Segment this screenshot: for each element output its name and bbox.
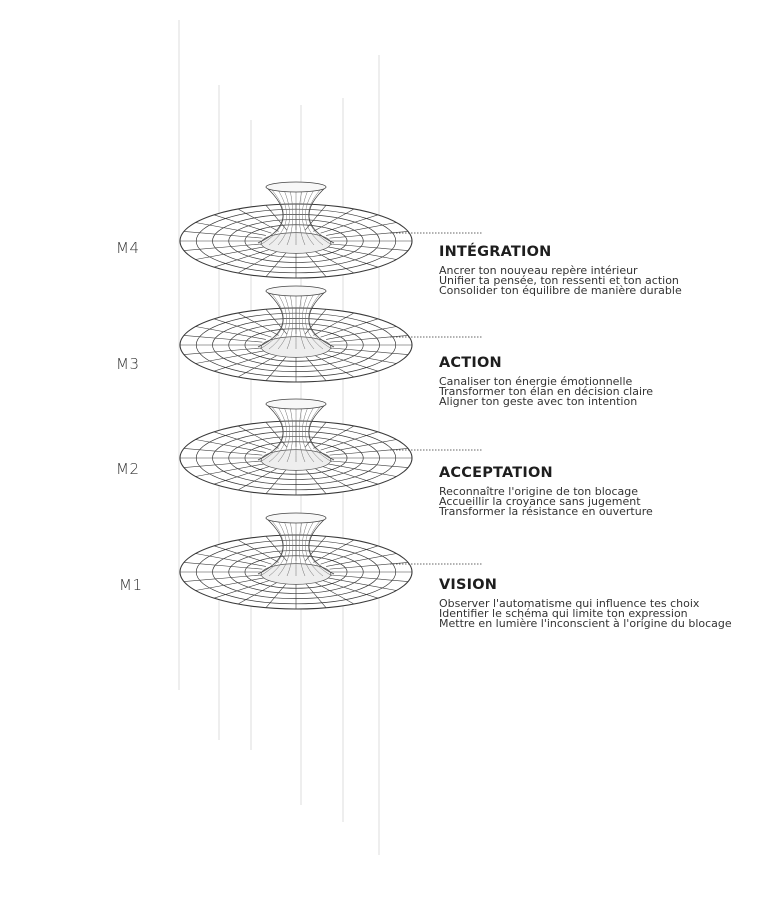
module-title: ACCEPTATION	[439, 465, 553, 481]
module-title: INTÉGRATION	[439, 244, 552, 260]
module-line: Mettre en lumière l'inconscient à l'origine du blocage	[439, 617, 732, 630]
module-line: Aligner ton geste avec ton intention	[439, 395, 638, 408]
module-line: Canaliser ton énergie émotionnelle	[439, 375, 633, 388]
module-block-integration	[439, 244, 759, 296]
module-line: Transformer ton élan en décision claire	[439, 385, 654, 398]
level-label-m2: M2	[116, 460, 140, 478]
module-line: Transformer la résistance en ouverture	[439, 505, 653, 518]
funnel-rim	[266, 286, 326, 296]
module-block-acceptation	[439, 465, 759, 517]
funnel-disk	[180, 286, 412, 382]
funnel-rim	[266, 399, 326, 409]
module-line: Unifier ta pensée, ton ressenti et ton action	[439, 274, 679, 287]
module-block-vision	[439, 577, 759, 629]
funnel-disk	[180, 513, 412, 609]
module-title: ACTION	[439, 355, 502, 371]
disk-layers	[180, 182, 412, 609]
module-line: Accueillir la croyance sans jugement	[439, 495, 641, 508]
funnel-disk	[180, 399, 412, 495]
module-block-action	[439, 355, 759, 407]
funnel-disk	[180, 182, 412, 278]
level-label-m1: M1	[119, 576, 143, 594]
module-line: Ancrer ton nouveau repère intérieur	[439, 264, 638, 277]
module-line: Observer l'automatisme qui influence tes choix	[439, 597, 700, 610]
module-line: Consolider ton équilibre de manière durable	[439, 284, 682, 297]
level-label-m4: M4	[116, 239, 140, 257]
module-line: Reconnaître l'origine de ton blocage	[439, 485, 639, 498]
level-label-m3: M3	[116, 355, 140, 373]
module-line: Identifier le schéma qui limite ton expression	[439, 607, 688, 620]
funnel-rim	[266, 182, 326, 192]
module-title: VISION	[439, 577, 498, 593]
funnel-rim	[266, 513, 326, 523]
